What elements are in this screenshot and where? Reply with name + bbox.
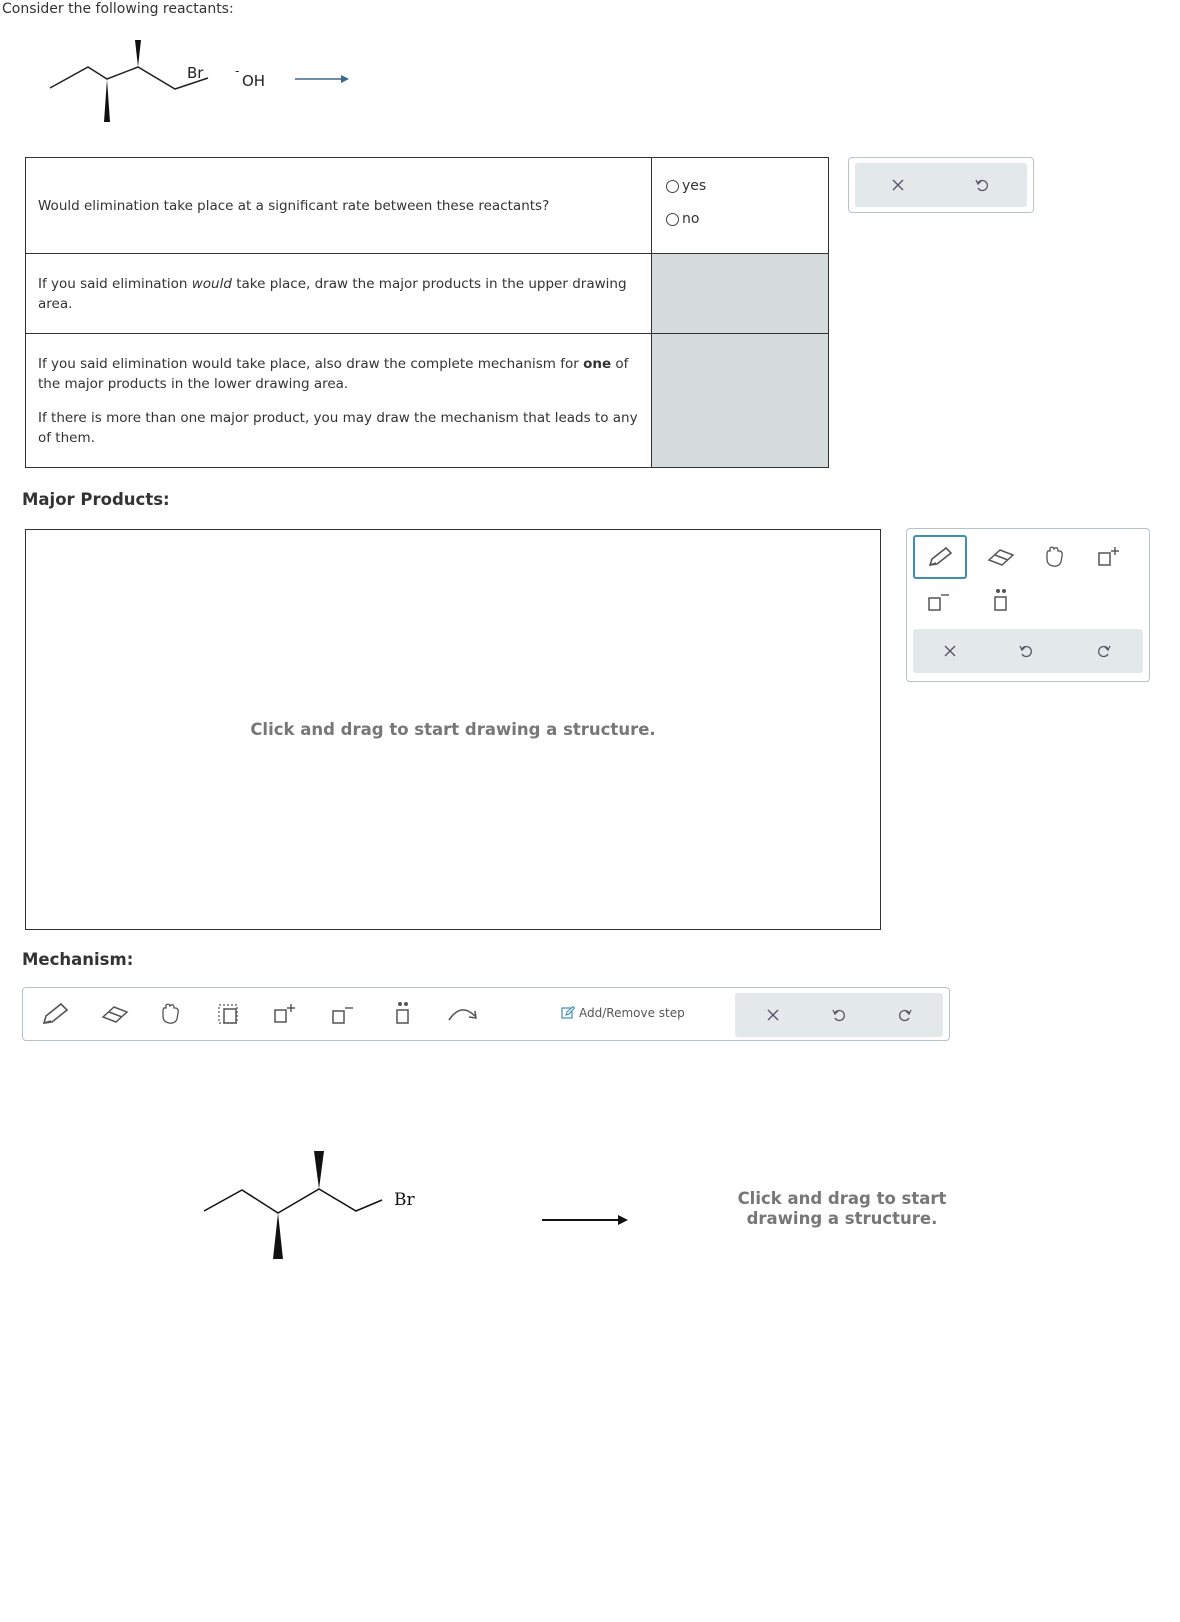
mechanism-label: Mechanism: xyxy=(22,950,134,969)
negative-charge-tool[interactable] xyxy=(921,585,957,617)
hand-tool[interactable] xyxy=(1035,539,1075,575)
curved-arrow-tool[interactable] xyxy=(443,998,483,1030)
pencil-tool[interactable] xyxy=(913,535,967,579)
add-remove-step-button[interactable] xyxy=(561,1006,685,1020)
answer-toolbar xyxy=(848,157,1034,213)
selection-icon xyxy=(216,1002,242,1026)
pencil-tool[interactable] xyxy=(37,998,73,1030)
question-table xyxy=(25,157,829,468)
positive-charge-icon xyxy=(1096,545,1122,569)
hand-tool[interactable] xyxy=(153,998,189,1030)
undo-button[interactable] xyxy=(1011,637,1041,665)
radio-yes[interactable] xyxy=(666,180,679,193)
curved-arrow-icon xyxy=(445,1002,481,1026)
clear-button[interactable] xyxy=(935,637,965,665)
mechanism-br-label: Br xyxy=(394,1190,415,1210)
eraser-icon xyxy=(986,546,1016,568)
eraser-tool[interactable] xyxy=(97,998,133,1030)
lone-pair-tool[interactable] xyxy=(983,585,1019,617)
select-tool[interactable] xyxy=(211,998,247,1030)
reaction-arrow xyxy=(295,74,349,84)
lone-pair-icon xyxy=(390,1001,416,1027)
lone-pair-tool[interactable] xyxy=(385,998,421,1030)
products-hint: Click and drag to start drawing a structure. xyxy=(250,720,656,739)
edit-icon xyxy=(561,1006,575,1020)
undo-button[interactable] xyxy=(824,1001,854,1029)
question-elimination: Would elimination take place at a significant rate between these reactants? xyxy=(38,197,550,214)
intro-text: Consider the following reactants: xyxy=(2,1,234,17)
hand-icon xyxy=(158,1002,184,1026)
undo-icon xyxy=(831,1007,847,1023)
mechanism-arrow xyxy=(542,1214,628,1226)
reactant-scheme xyxy=(40,36,360,126)
question-row-1 xyxy=(26,158,828,254)
clear-button[interactable] xyxy=(758,1001,788,1029)
question-row-3 xyxy=(26,334,828,467)
negative-charge-icon xyxy=(926,589,952,613)
answer-options xyxy=(652,158,828,253)
redo-button[interactable] xyxy=(1089,637,1119,665)
close-icon xyxy=(891,178,905,192)
close-icon xyxy=(943,644,957,658)
lone-pair-icon xyxy=(988,588,1014,614)
clear-button[interactable] xyxy=(885,172,911,198)
option-yes-label: yes xyxy=(682,178,707,194)
negative-charge-tool[interactable] xyxy=(325,998,361,1030)
mechanism-reactant-structure xyxy=(202,1145,422,1275)
negative-charge-icon xyxy=(330,1002,356,1026)
add-charge-tool[interactable] xyxy=(267,998,303,1030)
major-products-label: Major Products: xyxy=(22,490,170,509)
eraser-tool[interactable] xyxy=(981,539,1021,575)
instruction-mechanism-note: If there is more than one major product, you may draw the mechanism that leads to any of them. xyxy=(38,410,638,446)
reactant-br-label: Br xyxy=(187,64,204,82)
undo-button[interactable] xyxy=(969,172,995,198)
products-drawing-area[interactable] xyxy=(25,529,881,930)
add-charge-tool[interactable] xyxy=(1089,539,1129,575)
question-row-2 xyxy=(26,254,828,334)
pencil-icon xyxy=(40,1001,70,1027)
redo-icon xyxy=(1096,643,1112,659)
option-no[interactable] xyxy=(666,211,828,227)
positive-charge-icon xyxy=(272,1002,298,1026)
add-remove-step-label: Add/Remove step xyxy=(579,1006,685,1020)
eraser-icon xyxy=(100,1003,130,1025)
drawing-toolbar xyxy=(906,528,1150,682)
radio-no[interactable] xyxy=(666,213,679,226)
undo-icon xyxy=(974,177,990,193)
base-oh-label: OH xyxy=(242,72,266,90)
close-icon xyxy=(766,1008,780,1022)
option-yes[interactable] xyxy=(666,178,828,194)
answer-cell-disabled xyxy=(652,334,828,467)
redo-button[interactable] xyxy=(890,1001,920,1029)
hand-icon xyxy=(1042,545,1068,569)
base-charge: - xyxy=(235,64,240,78)
answer-cell-disabled xyxy=(652,254,828,333)
mechanism-hint: Click and drag to start drawing a structure. xyxy=(737,1189,947,1228)
pencil-icon xyxy=(926,545,954,569)
redo-icon xyxy=(897,1007,913,1023)
undo-icon xyxy=(1018,643,1034,659)
instruction-products: If you said elimination would take place, draw the major products in the upper drawing area. xyxy=(38,275,627,312)
instruction-mechanism: If you said elimination would take place, also draw the complete mechanism for one of the major products in the lower drawing area. xyxy=(38,356,629,392)
mechanism-drawing-area[interactable] xyxy=(22,1050,1022,1610)
option-no-label: no xyxy=(682,211,700,227)
mechanism-toolbar xyxy=(22,987,950,1041)
